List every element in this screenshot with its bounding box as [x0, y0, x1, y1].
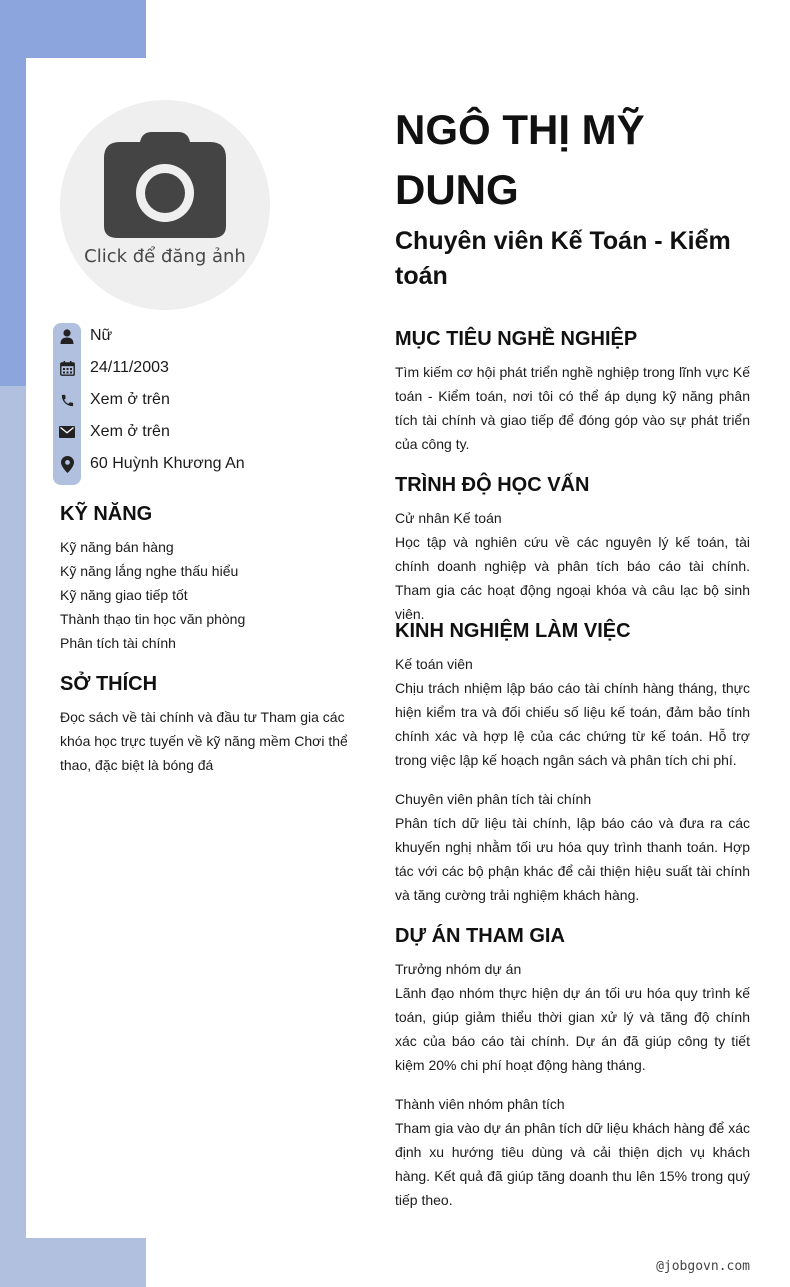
- job-title: Chuyên viên Kế Toán - Kiểm toán: [395, 227, 731, 290]
- user-icon: [53, 323, 81, 349]
- objective-text: Tìm kiếm cơ hội phát triển nghề nghiệp trong lĩnh vực Kế toán - Kiểm toán, nơi tôi có thể áp dụng kỹ năng phân tích tài chính và giao tiếp để đóng góp vào sự phát triển của công ty.: [395, 364, 750, 452]
- skill-item: Kỹ năng giao tiếp tốt: [60, 587, 188, 603]
- contact-address: [53, 451, 245, 477]
- project-text: Tham gia vào dự án phân tích dữ liệu khách hàng để xác định xu hướng tiêu dùng và cải thiện dịch vụ khách hàng. Kết quả đã giúp tăng doanh thu lên 15% trong quý tiếp theo.: [395, 1120, 750, 1208]
- education-text: Học tập và nghiên cứu về các nguyên lý kế toán, tài chính doanh nghiệp và phân tích báo cáo tài chính. Tham gia các hoạt động ngoại khóa và câu lạc bộ sinh viên.: [395, 534, 750, 622]
- photo-upload[interactable]: [60, 100, 270, 310]
- contact-email: [53, 419, 170, 445]
- hobbies-heading: SỞ THÍCH: [60, 673, 158, 695]
- calendar-icon: [53, 355, 81, 381]
- camera-icon: [102, 130, 228, 240]
- skill-item: Kỹ năng bán hàng: [60, 539, 174, 555]
- project-role: Trưởng nhóm dự án: [395, 961, 522, 977]
- education-degree: Cử nhân Kế toán: [395, 510, 502, 526]
- gender-text: Nữ: [90, 327, 113, 344]
- phone-text: Xem ở trên: [90, 391, 170, 408]
- experience-role: Chuyên viên phân tích tài chính: [395, 791, 592, 807]
- education-heading: TRÌNH ĐỘ HỌC VẤN: [395, 474, 590, 496]
- project-role: Thành viên nhóm phân tích: [395, 1096, 565, 1112]
- email-text: Xem ở trên: [90, 423, 170, 440]
- candidate-name: NGÔ THỊ MỸ DUNG: [395, 106, 645, 213]
- skill-item: Kỹ năng lắng nghe thấu hiểu: [60, 563, 239, 579]
- phone-icon: [53, 387, 81, 413]
- objective-heading: MỤC TIÊU NGHỀ NGHIỆP: [395, 328, 638, 350]
- skill-item: Phân tích tài chính: [60, 635, 176, 651]
- experience-text: Chịu trách nhiệm lập báo cáo tài chính hàng tháng, thực hiện kiểm tra và đối chiếu số liệu kế toán, đảm bảo tính chính xác và hợp lệ của các chứng từ kế toán. Hỗ trợ trong việc lập kế hoạch ngân sách và phân tích chi phí.: [395, 680, 750, 768]
- birthday-text: 24/11/2003: [90, 359, 169, 376]
- experience-text: Phân tích dữ liệu tài chính, lập báo cáo và đưa ra các khuyến nghị nhằm tối ưu hóa quy trình thanh toán. Hợp tác với các bộ phận khác để cải thiện hiệu suất tài chính và tăng cường trải nghiệm khách hàng.: [395, 815, 750, 903]
- project-text: Lãnh đạo nhóm thực hiện dự án tối ưu hóa quy trình kế toán, giúp giảm thiểu thời gian xử lý và tăng độ chính xác của báo cáo tài chính. Dự án đã giúp công ty tiết kiệm 20% chi phí hoạt động hàng tháng.: [395, 985, 750, 1073]
- contact-gender: [53, 323, 112, 349]
- address-text: 60 Huỳnh Khương An: [90, 455, 245, 472]
- skill-item: Thành thạo tin học văn phòng: [60, 611, 246, 627]
- photo-upload-label: Click để đăng ảnh: [84, 246, 246, 267]
- contact-birthday: [53, 355, 169, 381]
- contact-phone: [53, 387, 170, 413]
- hobbies-text: Đọc sách về tài chính và đầu tư Tham gia các khóa học trực tuyến về kỹ năng mềm Chơi thể thao, đặc biệt là bóng đá: [60, 709, 348, 773]
- skills-list: [60, 535, 245, 655]
- footer-watermark: @jobgovn.com: [656, 1259, 750, 1274]
- skills-heading: KỸ NĂNG: [60, 503, 153, 525]
- experience-heading: KINH NGHIỆM LÀM VIỆC: [395, 620, 631, 642]
- projects-heading: DỰ ÁN THAM GIA: [395, 925, 565, 947]
- location-pin-icon: [53, 451, 81, 477]
- experience-role: Kế toán viên: [395, 656, 473, 672]
- mail-icon: [53, 419, 81, 445]
